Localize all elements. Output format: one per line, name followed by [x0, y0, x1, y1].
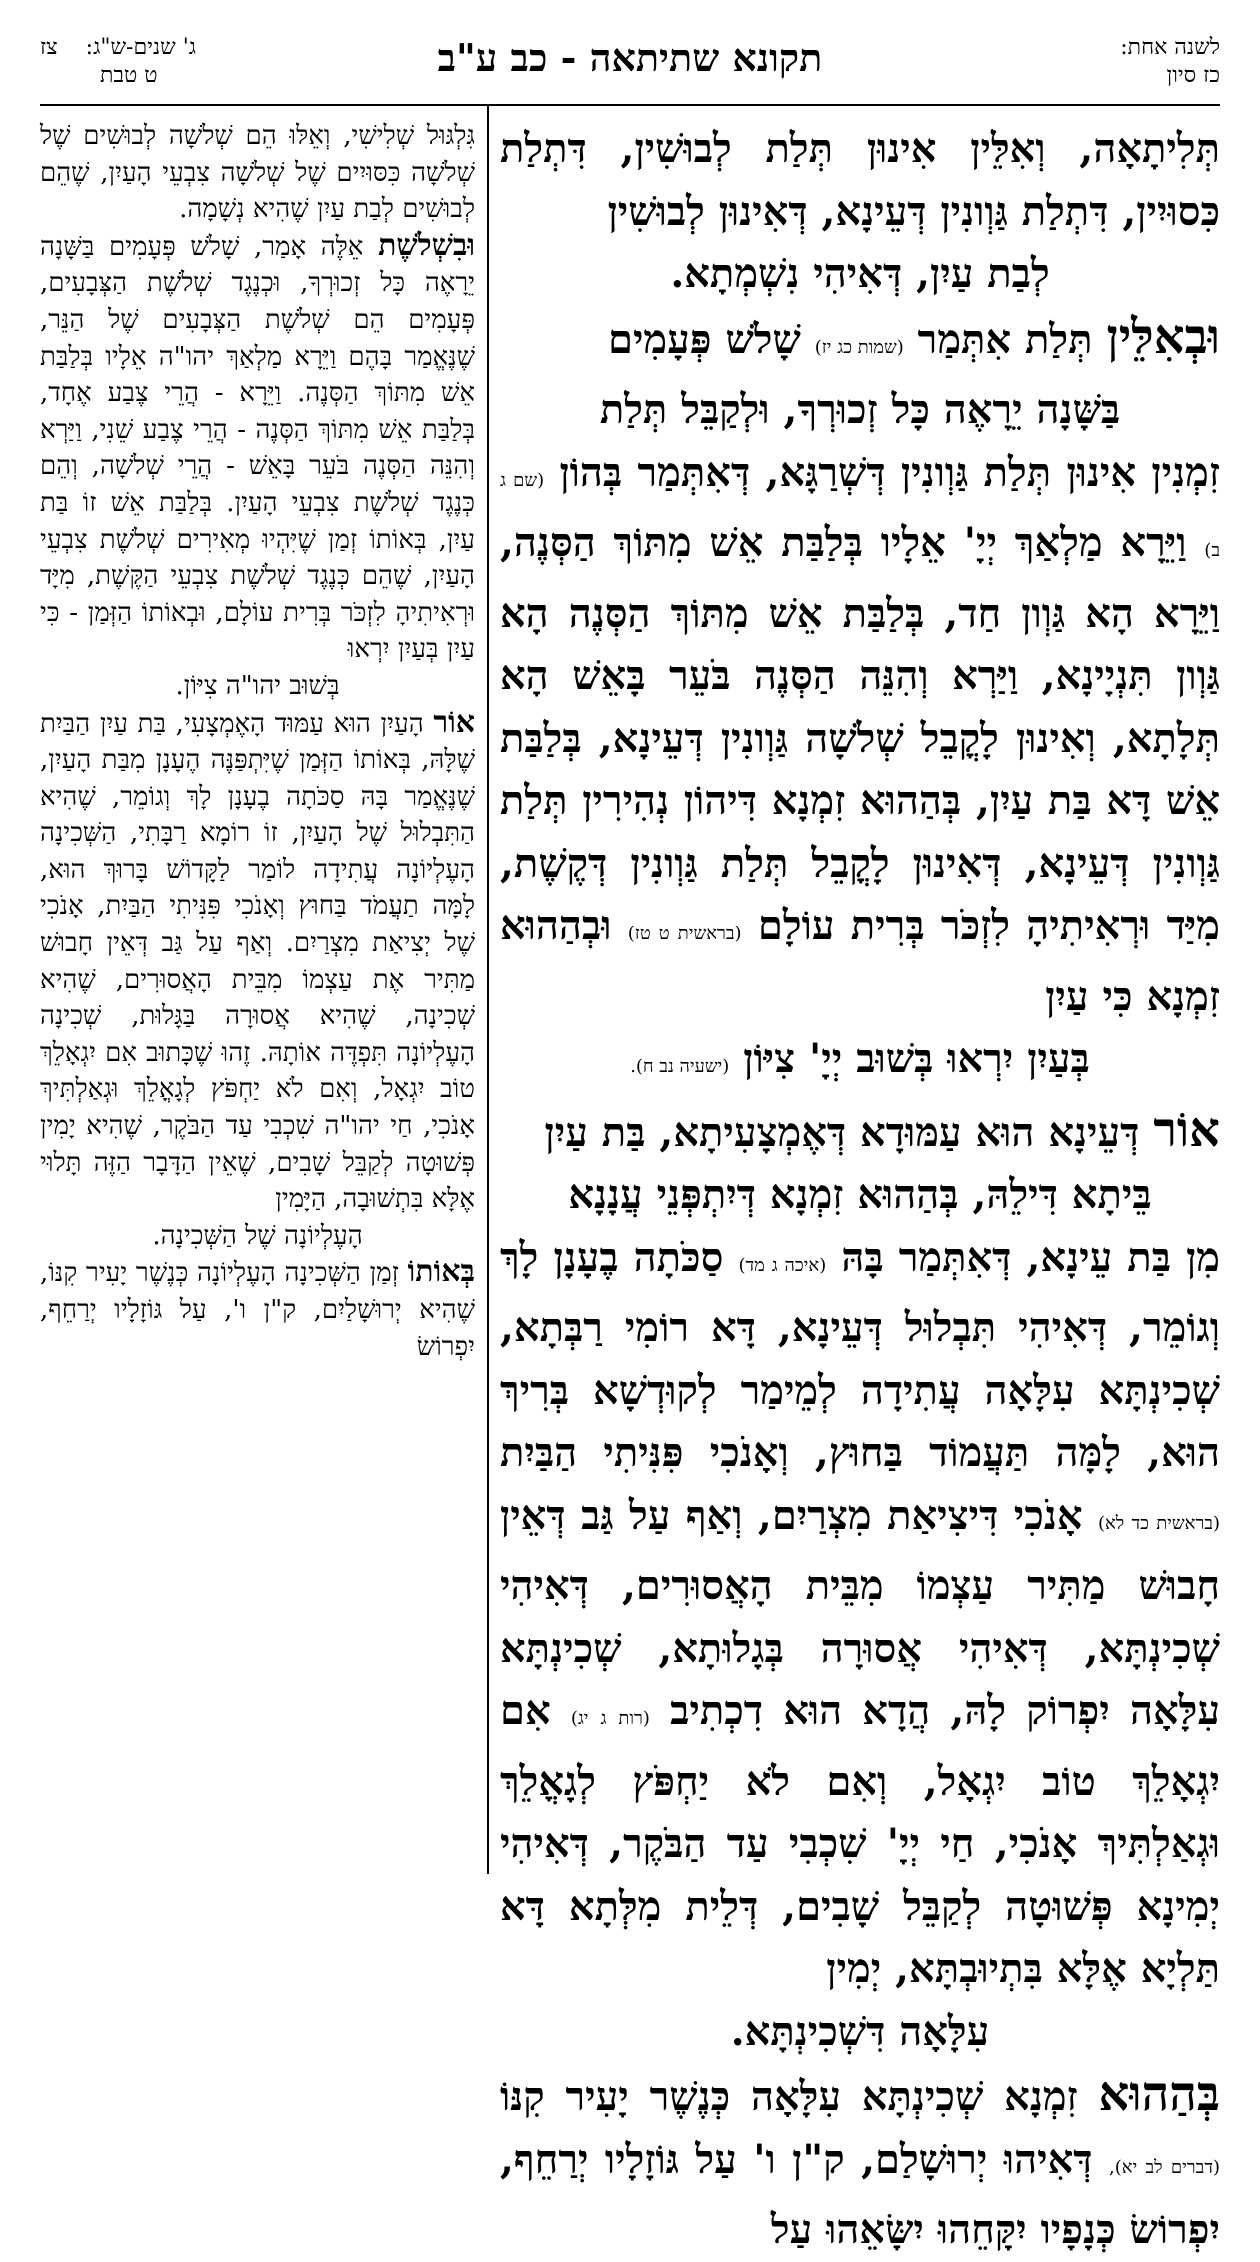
column-divider	[487, 104, 489, 1874]
side-paragraph-1: גִּלְגּוּל שְׁלִישִׁי, וְאֵלּוּ הֵם שְׁלֹשָׁה לְבוּשִׁים שֶׁל שְׁלֹשָׁה כִּסּוּיִים שֶׁל שְׁלֹשָׁה צִבְעֵי הָעַיִן, שֶׁהֵם לְבוּשִׁים לְבַת עַיִן שֶׁהִיא נְשָׁמָה.	[40, 121, 475, 225]
main-paragraph-2: וּבְאִלֵּין תְּלַת אִתְּמַר (שמות כג יז) שָׁלֹשׁ פְּעָמִים	[607, 308, 1220, 365]
side-paragraph-4: בְּאוֹתוֹ זְמַן הַשְּׁכִינָה הָעֶלְיוֹנָה כְּנֶשֶׁר יָעִיר קִנּוֹ, שֶׁהִיא יְרוּשָׁלַיִם, ק"ן ו', עַל גּוֹזָלָיו יְרַחֵף, יִפְרוֹשׂ	[40, 1254, 475, 1362]
lead-word: אוֹר	[1153, 1101, 1220, 1158]
header-left	[40, 34, 196, 90]
study-schedule-label: לשנה אחת:	[1120, 35, 1220, 60]
source-reference: (דברים לב יא),	[1108, 2156, 1221, 2178]
lead-word: וּבִשְׁלֹשֶׁת	[378, 227, 476, 263]
lead-word: וּבְאִלֵּין	[1106, 308, 1220, 365]
main-paragraph-1: תְּלִיתָאָה, וְאִלֵּין אִינוּן תְּלַת לְבוּשִׁין, דִּתְלַת כִּסוּיִין, דִּתְלַת גַּוְונִין דְּעֵינָא, דְּאִינוּן לְבוּשִׁין	[500, 125, 1220, 235]
page-title: תקונא שתיתאה - כב ע"ב	[437, 35, 823, 80]
lead-word: אוֹר	[433, 704, 476, 740]
side-hebrew-translation-column: גִּלְגּוּל שְׁלִישִׁי, וְאֵלּוּ הֵם שְׁלֹשָׁה לְבוּשִׁים שֶׁל שְׁלֹשָׁה כִּסּוּיִים שֶׁל שְׁלֹשָׁה צִבְעֵי הָעַיִן, שֶׁהֵם לְבוּשִׁים לְבַת עַיִן שֶׁהִיא נְשָׁמָה. וּבִשְׁלֹשֶׁת אֵלֶּה אָמַר, שָׁלֹשׁ פְּעָמִים בַּשָּׁנָה יֵרָאֶה כָּל זְכוּרְךָ, וּכְנֶגֶד שְׁלֹשֶׁת הַצְּבָעִים, פְּעָמִים הֵם שְׁלֹשֶׁת הַצְּבָעִים שֶׁל הַנֵּר, שֶׁנֶּאֱמַר בָּהֶם וַיֵּרָא מַלְאַךְ יהו"ה אֵלָיו בְּלַבַּת אֵשׁ מִתּוֹךְ הַסְּנֶה. וַיֵּרָא - הֲרֵי צֶבַע אֶחָד, בְּלַבַּת אֵשׁ מִתּוֹךְ הַסְּנֶה - הֲרֵי צֶבַע שֵׁנִי, וַיַּרְא וְהִנֵּה הַסְּנֶה בֹּעֵר בָּאֵשׁ - הֲרֵי שְׁלֹשָׁה, וְהֵם כְּנֶגֶד שְׁלֹשֶׁת צִבְעֵי הָעַיִן. בְּלַבַּת אֵשׁ זוֹ בַּת עַיִן, בְּאוֹתוֹ זְמַן שֶׁיִּהְיוּ מְאִירִים שְׁלֹשֶׁת צִבְעֵי הָעַיִן, שֶׁהֵם כְּנֶגֶד שְׁלֹשֶׁת צִבְעֵי הַקֶּשֶׁת, מִיָּד וּרְאִיתִיהָ לִזְכֹּר בְּרִית עוֹלָם, וּבְאוֹתוֹ הַזְּמַן - כִּי עַיִן בְּעַיִן יִרְאוּ בְּשׁוּב יהו"ה צִיּוֹן. אוֹר הָעַיִן הוּא עַמּוּד הָאֶמְצָעִי, בַּת עַיִן הַבַּיִת שֶׁלָּהּ, בְּאוֹתוֹ הַזְּמַן שֶׁיִּתְפַּנֶּה הֶעָנָן מִבַּת הָעַיִן, שֶׁנֶּאֱמַר בָּהּ סַכֹּתָה בֶעָנָן לָךְ וְגוֹמֵר, שֶׁהִיא הַתִּבְלוּל שֶׁל הָעַיִן, זוֹ רוֹמָא רַבָּתִי, הַשְּׁכִינָה הָעֶלְיוֹנָה עֲתִידָה לוֹמַר לַקָּדוֹשׁ בָּרוּךְ הוּא, לָמָּה תַעֲמֹד בַּחוּץ וְאָנֹכִי פִּנִּיתִי הַבַּיִת, אָנֹכִי שֶׁל יְצִיאַת מִצְרַיִם. וְאַף עַל גַּב דְּאֵין חָבוּשׁ מַתִּיר אֶת עַצְמוֹ מִבֵּית הָאֲסוּרִים, שֶׁהִיא שְׁכִינָה, שֶׁהִיא אֲסוּרָה בַּגָּלוּת, שְׁכִינָה הָעֶלְיוֹנָה תִּפְדֶּה אוֹתָהּ. זֶהוּ שֶׁכָּתוּב אִם יִגְאָלֵךְ טוֹב יִגְאָל, וְאִם לֹא יַחְפֹּץ לְגָאֳלֵךְ וּגְאַלְתִּיךְ אָנֹכִי, חַי יהו"ה שִׁכְבִי עַד הַבֹּקֶר, שֶׁהִיא יָמִין פְּשׁוּטָה לְקַבֵּל שָׁבִים, שֶׁאֵין הַדָּבָר הַזֶּה תָּלוּי אֶלָּא בִּתְשׁוּבָה, הַיָּמִין הָעֶלְיוֹנָה שֶׁל הַשְּׁכִינָה. בְּאוֹתוֹ זְמַן הַשְּׁכִינָה הָעֶלְיוֹנָה כְּנֶשֶׁר יָעִיר קִנּוֹ, שֶׁהִיא יְרוּשָׁלַיִם, ק"ן ו', עַל גּוֹזָלָיו יְרַחֵף, יִפְרוֹשׂ	[40, 118, 475, 1365]
source-reference: (רות ג יג)	[570, 1708, 650, 1729]
lead-word: בְּהַהוּא	[1098, 2066, 1220, 2122]
source-reference: (בראשית ט טז)	[627, 923, 742, 944]
side-paragraph-2: וּבִשְׁלֹשֶׁת אֵלֶּה אָמַר, שָׁלֹשׁ פְּעָמִים בַּשָּׁנָה יֵרָאֶה כָּל זְכוּרְךָ, וּכְנֶגֶד שְׁלֹשֶׁת הַצְּבָעִים, פְּעָמִים הֵם שְׁלֹשֶׁת הַצְּבָעִים שֶׁל הַנֵּר, שֶׁנֶּאֱמַר בָּהֶם וַיֵּרָא מַלְאַךְ יהו"ה אֵלָיו בְּלַבַּת אֵשׁ מִתּוֹךְ הַסְּנֶה. וַיֵּרָא - הֲרֵי צֶבַע אֶחָד, בְּלַבַּת אֵשׁ מִתּוֹךְ הַסְּנֶה - הֲרֵי צֶבַע שֵׁנִי, וַיַּרְא וְהִנֵּה הַסְּנֶה בֹּעֵר בָּאֵשׁ - הֲרֵי שְׁלֹשָׁה, וְהֵם כְּנֶגֶד שְׁלֹשֶׁת צִבְעֵי הָעַיִן. בְּלַבַּת אֵשׁ זוֹ בַּת עַיִן, בְּאוֹתוֹ זְמַן שֶׁיִּהְיוּ מְאִירִים שְׁלֹשֶׁת צִבְעֵי הָעַיִן, שֶׁהֵם כְּנֶגֶד שְׁלֹשֶׁת צִבְעֵי הַקֶּשֶׁת, מִיָּד וּרְאִיתִיהָ לִזְכֹּר בְּרִית עוֹלָם, וּבְאוֹתוֹ הַזְּמַן - כִּי עַיִן בְּעַיִן יִרְאוּ	[40, 227, 476, 665]
source-reference: (ישעיה נב ח).	[630, 1056, 730, 1077]
main-paragraph-4: בְּהַהוּא זִמְנָא שְׁכִינְתָּא עִלָּאָה כְּנֶשֶׁר יָעִיר קִנּוֹ (דברים לב יא), דְּאִיהוּ יְרוּשָׁלַם, ק"ן ו' עַל גּוֹזָלָיו יְרַחֵף, יִפְרוֹשׂ כְּנָפָיו יִקָּחֵהוּ יִשָּׂאֵהוּ עַל	[500, 2066, 1221, 2253]
main-aramaic-column: תְּלִיתָאָה, וְאִלֵּין אִינוּן תְּלַת לְבוּשִׁין, דִּתְלַת כִּסוּיִין, דִּתְלַת גַּוְונִין דְּעֵינָא, דְּאִינוּן לְבוּשִׁין לְבַת עַיִן, דְּאִיהִי נִשְׁמְתָא. וּבְאִלֵּין תְּלַת אִתְּמַר (שמות כג יז) שָׁלֹשׁ פְּעָמִים בַּשָּׁנָה יֵרָאֶה כָּל זְכוּרְךָ, וּלְקַבֵּל תְּלַת זִמְנִין אִינוּן תְּלַת גַּוְונִין דְּשְׁרַגָּא, דְּאִתְּמַר בְּהוֹן (שם ג ב) וַיֵּרָא מַלְאַךְ יְיָ' אֵלָיו בְּלַבַּת אֵשׁ מִתּוֹךְ הַסְּנֶה, וַיֵּרָא הָא גַּוְון חַד, בְּלַבַּת אֵשׁ מִתּוֹךְ הַסְּנֶה הָא גַּוְון תִּנְיָינָא, וַיַּרְא וְהִנֵּה הַסְּנֶה בֹּעֵר בָּאֵשׁ הָא תְּלָתָא, וְאִינוּן לָקֳבֵל שְׁלֹשָׁה גַּוְונִין דְּעֵינָא, בְּלַבַּת אֵשׁ דָּא בַּת עַיִן, בְּהַהוּא זִמְנָא דִּיהוֹן נְהִירִין תְּלַת גַּוְונִין דְּעֵינָא, דְּאִינוּן לָקֳבֵל תְּלַת גַּוְונִין דְּקֶשֶׁת, מִיַּד וּרְאִיתִיהָ לִזְכֹּר בְּרִית עוֹלָם (בראשית ט טז) וּבְהַהוּא זִמְנָא כִּי עַיִן בְּעַיִן יִרְאוּ בְּשׁוּב יְיָ' צִיּוֹן (ישעיה נב ח). אוֹר דְּעֵינָא הוּא עַמּוּדָא דְּאֶמְצָעִיתָא, בַּת עַיִן בֵּיתָא דִּילֵהּ, בְּהַהוּא זִמְנָא דְּיִתְפְּנֵי עֲנָנָא מִן בַּת עֵינָא, דְּאִתְּמַר בָּהּ (איכה ג מד) סַכֹּתָה בֶעָנָן לָךְ וְגוֹמֵר, דְּאִיהִי תִּבְלוּל דְּעֵינָא, דָּא רוֹמִי רַבְּתָא, שְׁכִינְתָּא עִלָּאָה עֲתִידָה לְמֵימַר לְקוּדְשָׁא בְּרִיךְ הוּא, לָמָּה תַּעֲמוֹד בַּחוּץ, וְאָנֹכִי פִּנִּיתִי הַבַּיִת (בראשית כד לא) אָנֹכִי דִּיצִיאַת מִצְרַיִם, וְאַף עַל גַּב דְּאֵין חָבוּשׁ מַתִּיר עַצְמוֹ מִבֵּית הָאֲסוּרִים, דְּאִיהִי שְׁכִינְתָּא, דְּאִיהִי אֲסוּרָה בְּגָלוּתָא, שְׁכִינְתָּא עִלָּאָה יִפְרוֹק לָהּ, הֲדָא הוּא דִכְתִיב (רות ג יג) אִם יִגְאָלֵךְ טוֹב יִגְאָל, וְאִם לֹא יַחְפֹּץ לְגָאֳלֵךְ וּגְאַלְתִּיךְ אָנֹכִי, חַי יְיָ' שִׁכְבִי עַד הַבֹּקֶר, דְּאִיהִי יְמִינָא פְּשׁוּטָה לְקַבֵּל שָׁבִים, דְּלֵית מִלְּתָא דָּא תַּלְיָא אֶלָּא בִּתְיוּבְתָּא, יְמִין עִלָּאָה דִּשְׁכִינְתָּא. בְּהַהוּא זִמְנָא שְׁכִינְתָּא עִלָּאָה כְּנֶשֶׁר יָעִיר קִנּוֹ (דברים לב יא), דְּאִיהוּ יְרוּשָׁלַם, ק"ן ו' עַל גּוֹזָלָיו יְרַחֵף, יִפְרוֹשׂ כְּנָפָיו יִקָּחֵהוּ יִשָּׂאֵהוּ עַל	[500, 118, 1220, 2262]
source-reference: (בראשית כד לא)	[1097, 1512, 1220, 1534]
alt-schedule-date: ט טבת	[100, 63, 158, 88]
side-paragraph-3: אוֹר הָעַיִן הוּא עַמּוּד הָאֶמְצָעִי, בַּת עַיִן הַבַּיִת שֶׁלָּהּ, בְּאוֹתוֹ הַזְּמַן שֶׁיִּתְפַּנֶּה הֶעָנָן מִבַּת הָעַיִן, שֶׁנֶּאֱמַר בָּהּ סַכֹּתָה בֶעָנָן לָךְ וְגוֹמֵר, שֶׁהִיא הַתִּבְלוּל שֶׁל הָעַיִן, זוֹ רוֹמָא רַבָּתִי, הַשְּׁכִינָה הָעֶלְיוֹנָה עֲתִידָה לוֹמַר לַקָּדוֹשׁ בָּרוּךְ הוּא, לָמָּה תַעֲמֹד בַּחוּץ וְאָנֹכִי פִּנִּיתִי הַבַּיִת, אָנֹכִי שֶׁל יְצִיאַת מִצְרַיִם. וְאַף עַל גַּב דְּאֵין חָבוּשׁ מַתִּיר אֶת עַצְמוֹ מִבֵּית הָאֲסוּרִים, שֶׁהִיא שְׁכִינָה, שֶׁהִיא אֲסוּרָה בַּגָּלוּת, שְׁכִינָה הָעֶלְיוֹנָה תִּפְדֶּה אוֹתָהּ. זֶהוּ שֶׁכָּתוּב אִם יִגְאָלֵךְ טוֹב יִגְאָל, וְאִם לֹא יַחְפֹּץ לְגָאֳלֵךְ וּגְאַלְתִּיךְ אָנֹכִי, חַי יהו"ה שִׁכְבִי עַד הַבֹּקֶר, שֶׁהִיא יָמִין פְּשׁוּטָה לְקַבֵּל שָׁבִים, שֶׁאֵין הַדָּבָר הַזֶּה תָּלוּי אֶלָּא בִּתְשׁוּבָה, הַיָּמִין	[40, 704, 476, 1215]
main-paragraph-3: אוֹר דְּעֵינָא הוּא עַמּוּדָא דְּאֶמְצָעִיתָא, בַּת עַיִן	[544, 1101, 1220, 1158]
source-reference: (איכה ג מד)	[738, 1254, 827, 1276]
source-reference: (שם ג ב)	[500, 469, 1220, 561]
source-reference: (שמות כג יז)	[814, 336, 904, 358]
study-date: כז סיון	[1166, 63, 1220, 88]
main-paragraph-1-end: לְבַת עַיִן, דְּאִיהִי נִשְׁמְתָא.	[670, 250, 1050, 297]
header-divider	[40, 104, 1220, 106]
page-number: צז	[40, 35, 58, 60]
lead-word: בְּאוֹתוֹ	[407, 1254, 475, 1290]
alt-schedule-label: ג' שנים-ש"ג:	[85, 35, 197, 60]
page-header	[40, 34, 1220, 104]
